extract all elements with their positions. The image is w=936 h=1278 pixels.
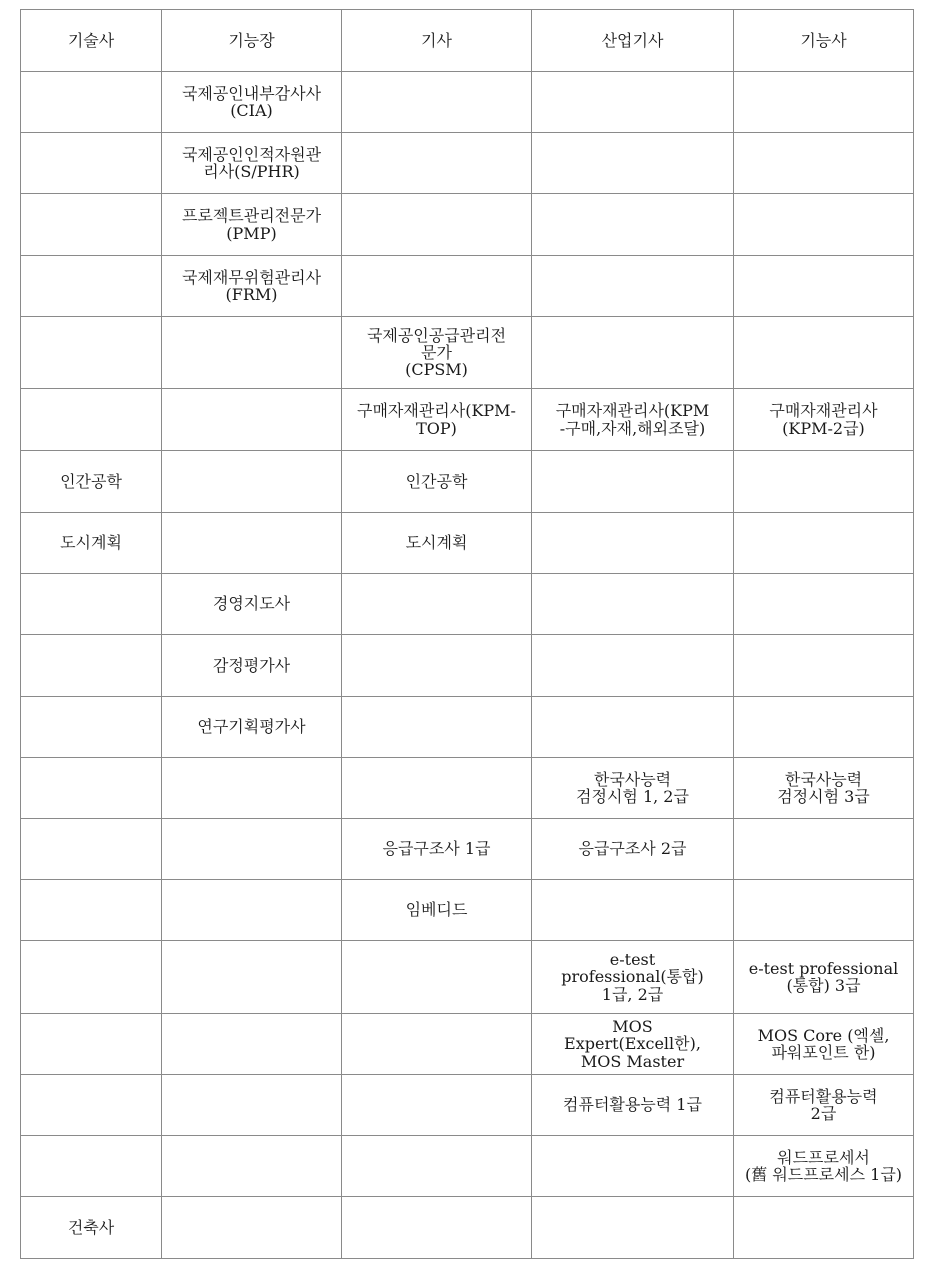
table-cell	[342, 194, 532, 256]
cell-text: 인간공학	[405, 471, 468, 491]
table-cell	[532, 697, 734, 758]
table-cell	[532, 72, 734, 133]
cell-text: 임베디드	[405, 900, 468, 920]
table-cell	[21, 635, 162, 697]
table-cell	[342, 635, 532, 697]
table-row	[21, 574, 914, 635]
table-cell	[21, 133, 162, 194]
cell-text: 국제재무위험관리사	[181, 267, 322, 287]
table-cell	[734, 758, 914, 819]
cell-text: 파워포인트 한)	[771, 1043, 876, 1062]
table-row	[21, 1136, 914, 1197]
cell-text: 연구기획평가사	[197, 717, 306, 737]
table-cell	[342, 389, 532, 451]
table-cell	[21, 941, 162, 1014]
table-cell	[734, 880, 914, 941]
table-cell	[162, 513, 342, 574]
table-cell	[162, 451, 342, 513]
cell-text: 응급구조사 2급	[578, 839, 687, 859]
table-cell	[532, 1014, 734, 1075]
table-cell	[21, 880, 162, 941]
table-cell	[162, 758, 342, 819]
table-cell	[342, 697, 532, 758]
table-cell	[734, 194, 914, 256]
table-cell	[734, 697, 914, 758]
cell-text: 경영지도사	[212, 594, 291, 614]
table-cell	[532, 194, 734, 256]
cell-text: 검정시험 3급	[777, 787, 870, 806]
table-cell	[342, 256, 532, 317]
table-row	[21, 941, 914, 1014]
table-cell	[532, 880, 734, 941]
cell-text: 한국사능력	[593, 769, 672, 789]
table-row	[21, 256, 914, 317]
table-cell	[532, 317, 734, 389]
table-row	[21, 758, 914, 819]
header-cell	[734, 10, 914, 72]
table-row	[21, 451, 914, 513]
cell-text: (舊 워드프로세스 1급)	[744, 1165, 903, 1184]
table-row	[21, 133, 914, 194]
cell-text: -구매,자재,해외조달)	[559, 418, 706, 438]
table-cell	[21, 758, 162, 819]
table-row	[21, 317, 914, 389]
table-cell	[162, 194, 342, 256]
cell-text: 한국사능력	[784, 769, 863, 789]
table-cell	[532, 758, 734, 819]
table-cell	[21, 513, 162, 574]
cell-text: TOP)	[416, 418, 457, 438]
cell-text: 국제공인내부감사사	[181, 83, 322, 103]
cell-text: (통합) 3급	[786, 976, 861, 995]
table-row	[21, 697, 914, 758]
table-cell	[21, 1197, 162, 1259]
table-cell	[342, 72, 532, 133]
table-cell	[162, 880, 342, 941]
table-cell	[734, 451, 914, 513]
table-row	[21, 513, 914, 574]
table-body	[21, 10, 914, 1259]
table-row	[21, 1014, 914, 1075]
table-cell	[21, 317, 162, 389]
table-cell	[162, 1136, 342, 1197]
table-cell	[532, 635, 734, 697]
table-cell	[21, 256, 162, 317]
cell-text: 컴퓨터활용능력 1급	[563, 1095, 702, 1115]
table-cell	[21, 451, 162, 513]
table-cell	[734, 72, 914, 133]
header-cell	[342, 10, 532, 72]
table-cell	[734, 317, 914, 389]
header-row	[21, 10, 914, 72]
table-cell	[162, 1014, 342, 1075]
cell-text: 구매자재관리사	[769, 401, 878, 421]
table-row	[21, 389, 914, 451]
cell-text: (CPSM)	[405, 360, 468, 380]
table-cell	[532, 451, 734, 513]
table-row	[21, 635, 914, 697]
table-cell	[21, 574, 162, 635]
cell-text: 응급구조사 1급	[382, 839, 491, 859]
cell-text: 기능장	[228, 30, 275, 50]
table-cell	[162, 389, 342, 451]
header-cell	[532, 10, 734, 72]
header-cell	[162, 10, 342, 72]
cell-text: 워드프로세서	[777, 1147, 870, 1167]
cell-text: e-test	[609, 950, 656, 970]
table-row	[21, 880, 914, 941]
certification-table	[20, 9, 914, 1259]
table-cell	[342, 819, 532, 880]
table-cell	[734, 133, 914, 194]
table-cell	[342, 758, 532, 819]
table-cell	[162, 1197, 342, 1259]
cell-text: 구매자재관리사(KPM	[555, 401, 710, 421]
table-cell	[21, 72, 162, 133]
table-cell	[734, 389, 914, 451]
cell-text: 국제공인공급관리전	[366, 325, 507, 345]
table-cell	[532, 1136, 734, 1197]
table-cell	[162, 697, 342, 758]
table-cell	[21, 1136, 162, 1197]
table-cell	[342, 133, 532, 194]
cell-text: 검정시험 1, 2급	[576, 787, 689, 806]
table-cell	[734, 574, 914, 635]
table-cell	[21, 389, 162, 451]
cell-text: 구매자재관리사(KPM-	[357, 401, 516, 421]
table-row	[21, 194, 914, 256]
cell-text: MOS Core (엑셀,	[757, 1025, 890, 1045]
table-cell	[532, 513, 734, 574]
table-cell	[21, 819, 162, 880]
cell-text: 컴퓨터활용능력	[769, 1086, 878, 1106]
table-cell	[21, 194, 162, 256]
table-cell	[342, 1136, 532, 1197]
table-cell	[162, 317, 342, 389]
cell-text: 도시계획	[405, 533, 468, 553]
table-cell	[734, 941, 914, 1014]
cell-text: 1급, 2급	[601, 984, 664, 1004]
cell-text: MOS Master	[580, 1051, 685, 1071]
cell-text: (PMP)	[226, 223, 277, 243]
table-cell	[162, 133, 342, 194]
table-cell	[21, 697, 162, 758]
cell-text: 국제공인인적자원관	[181, 144, 322, 164]
table-cell	[162, 72, 342, 133]
cell-text: (FRM)	[225, 285, 278, 304]
cell-text: 도시계획	[60, 533, 122, 553]
table-cell	[342, 1075, 532, 1136]
table-cell	[162, 1075, 342, 1136]
table-cell	[734, 1136, 914, 1197]
table-cell	[734, 256, 914, 317]
cell-text: MOS	[612, 1017, 653, 1037]
header-cell	[21, 10, 162, 72]
table-cell	[734, 513, 914, 574]
table-cell	[532, 574, 734, 635]
table-cell	[734, 635, 914, 697]
table-cell	[162, 941, 342, 1014]
table-cell	[21, 1014, 162, 1075]
cell-text: 기술사	[67, 30, 115, 50]
cell-text: (KPM-2급)	[782, 418, 865, 438]
cell-text: 산업기사	[601, 30, 664, 50]
cell-text: 기사	[421, 30, 452, 50]
table-row	[21, 1075, 914, 1136]
table-cell	[342, 574, 532, 635]
table-cell	[342, 1014, 532, 1075]
table-cell	[162, 819, 342, 880]
table-cell	[734, 1075, 914, 1136]
table-row	[21, 819, 914, 880]
cell-text: 건축사	[67, 1217, 115, 1237]
table-cell	[342, 880, 532, 941]
table-cell	[532, 941, 734, 1014]
cell-text: e-test professional	[748, 958, 899, 978]
table-cell	[532, 133, 734, 194]
table-cell	[532, 1197, 734, 1259]
table-cell	[532, 1075, 734, 1136]
table-row	[21, 1197, 914, 1259]
table-row	[21, 72, 914, 133]
table-cell	[162, 574, 342, 635]
table-cell	[21, 1075, 162, 1136]
cell-text: professional(통합)	[561, 967, 704, 987]
table-cell	[734, 1014, 914, 1075]
table-cell	[162, 256, 342, 317]
cell-text: Expert(Excell한),	[564, 1034, 701, 1054]
table-cell	[532, 819, 734, 880]
cell-text: 리사(S/PHR)	[203, 162, 300, 181]
table-cell	[532, 389, 734, 451]
table-cell	[734, 819, 914, 880]
table-cell	[342, 513, 532, 574]
cell-text: 프로젝트관리전문가	[181, 206, 322, 226]
cell-text: 인간공학	[60, 471, 122, 491]
table-cell	[532, 256, 734, 317]
table-cell	[342, 317, 532, 389]
table-cell	[162, 635, 342, 697]
table-cell	[342, 451, 532, 513]
table-cell	[342, 1197, 532, 1259]
cell-text: 감정평가사	[212, 655, 291, 675]
cell-text: 2급	[810, 1104, 837, 1123]
table-cell	[734, 1197, 914, 1259]
cell-text: 기능사	[800, 30, 847, 50]
cell-text: (CIA)	[230, 101, 273, 120]
cell-text: 문가	[421, 342, 452, 362]
table-cell	[342, 941, 532, 1014]
